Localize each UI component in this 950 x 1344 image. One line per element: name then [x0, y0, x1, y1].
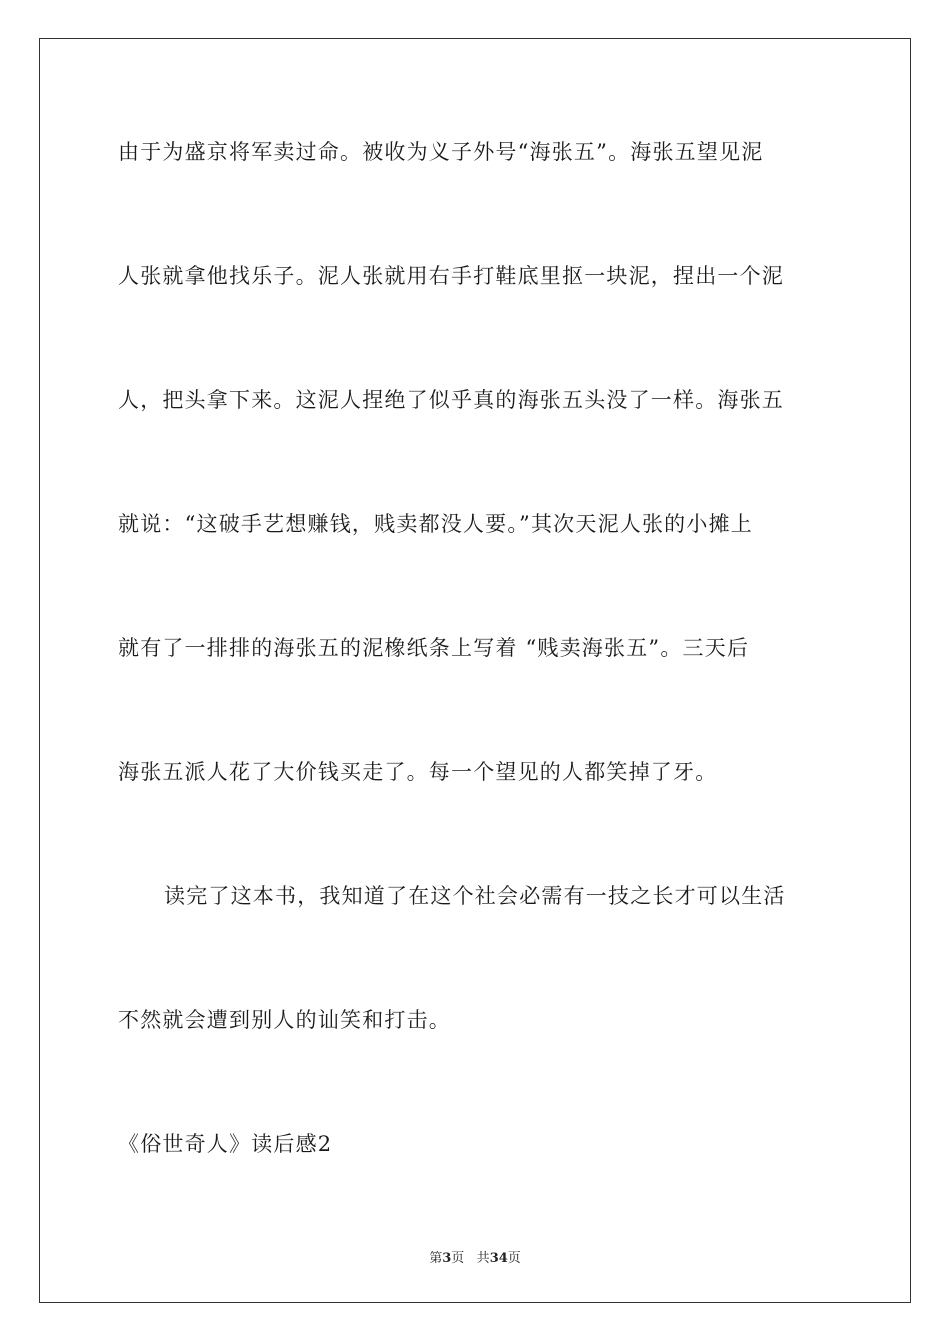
footer-page-number: 3: [442, 1251, 452, 1266]
page-footer: [0, 1247, 950, 1266]
body-line-2: 人张就拿他找乐子。泥人张就用右手打鞋底里抠一块泥，捏出一个泥: [118, 264, 784, 288]
footer-prefix: 第: [429, 1251, 443, 1266]
body-line-8: 不然就会遭到别人的讪笑和打击。: [118, 1008, 451, 1032]
body-line-5: 就有了一排排的海张五的泥橡纸条上写着 “贱卖海张五”。三天后: [118, 636, 750, 660]
footer-total-suffix: 页: [507, 1251, 521, 1266]
footer-page-suffix: 页: [451, 1251, 465, 1266]
body-line-3: 人，把头拿下来。这泥人捏绝了似乎真的海张五头没了一样。海张五: [118, 388, 784, 412]
footer-total-prefix: 共: [476, 1251, 490, 1266]
body-line-1: 由于为盛京将军卖过命。被收为义子外号“海张五”。海张五望见泥: [118, 140, 764, 164]
page-border: [39, 38, 911, 1303]
footer-total-pages: 34: [489, 1251, 508, 1266]
body-line-6: 海张五派人花了大价钱买走了。每一个望见的人都笑掉了牙。: [118, 760, 718, 784]
body-line-7: 读完了这本书，我知道了在这个社会必需有一技之长才可以生活: [164, 884, 786, 908]
section-heading: 《俗世奇人》读后感2: [118, 1132, 333, 1156]
body-line-4: 就说：“这破手艺想赚钱，贱卖都没人要。”其次天泥人张的小摊上: [118, 512, 753, 536]
